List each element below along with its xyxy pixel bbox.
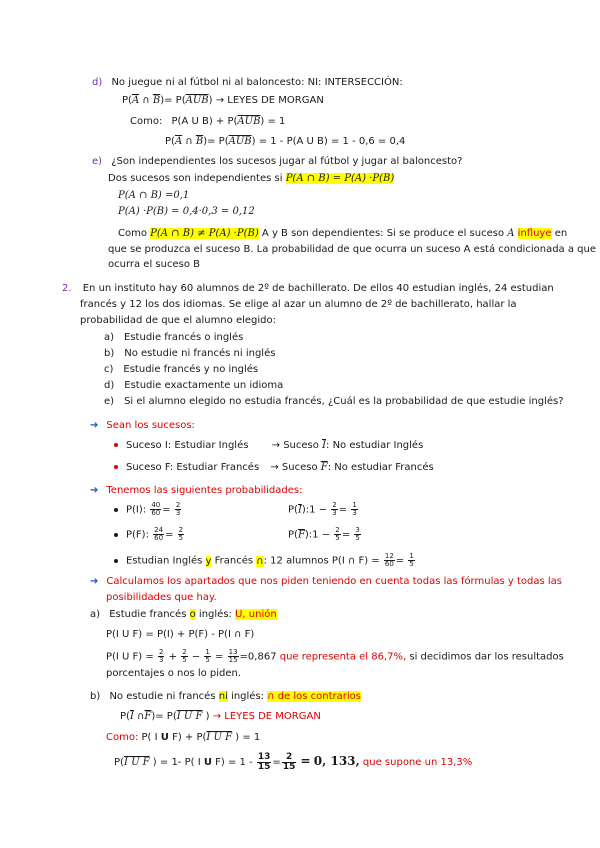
- label: e): [104, 396, 115, 407]
- text: Como: [118, 228, 147, 239]
- text: inglés:: [198, 609, 232, 620]
- text: P( I: [141, 732, 158, 743]
- morgan-label: → LEYES DE MORGAN: [212, 711, 321, 722]
- text: Calculamos los apartados que nos piden teniendo en cuenta todas las fórmulas y todas las: [106, 576, 562, 587]
- label: b): [104, 348, 115, 359]
- arrow-right-icon: ➔: [90, 485, 99, 496]
- num: 2: [335, 526, 340, 534]
- influye-word: influye: [517, 228, 552, 239]
- text: Sean los sucesos:: [106, 420, 195, 431]
- den: 5: [355, 534, 360, 542]
- den: 5: [178, 534, 184, 542]
- question-a: [104, 331, 243, 344]
- text: ): [202, 711, 210, 722]
- den: 3: [175, 509, 181, 517]
- den: 5: [335, 534, 340, 542]
- text: Francés: [214, 555, 254, 567]
- morgan-line-1: [122, 94, 324, 107]
- text: Suceso I: Estudiar Inglés: [126, 440, 249, 451]
- num: 2: [158, 648, 164, 656]
- arrow-right-icon: ➔: [90, 420, 99, 431]
- b-complement: $\overline{B}$: [152, 95, 161, 106]
- text: ∩: [139, 95, 153, 106]
- fraction: [334, 527, 340, 542]
- text: Estudie francés y no inglés: [123, 364, 259, 375]
- answer-b-morgan: [120, 710, 321, 723]
- prob-f: [114, 527, 185, 542]
- percentage-text: que supone un 13,3%: [362, 757, 473, 768]
- fraction: [178, 527, 184, 542]
- fraction: [153, 527, 164, 542]
- result-eq: =: [300, 754, 311, 768]
- question-e: [104, 395, 564, 408]
- arrow-right-icon: ➔: [90, 576, 99, 587]
- den: 3: [352, 509, 357, 517]
- text: Estudian Inglés: [126, 555, 203, 567]
- result-value: 0, 133,: [313, 754, 360, 768]
- i-complement: $\overline{I}$: [297, 504, 302, 516]
- text: F) + P(: [172, 732, 207, 743]
- num: 1: [352, 501, 357, 509]
- text: =: [338, 504, 348, 516]
- num: 13: [257, 751, 271, 762]
- num: 24: [154, 526, 164, 534]
- item-d-label: d): [92, 77, 103, 88]
- iuf-complement: I U F: [123, 757, 150, 768]
- union-label: U, unión: [235, 609, 277, 620]
- text: =: [165, 529, 174, 541]
- den: 15: [282, 761, 296, 772]
- bullet-icon: [114, 533, 118, 537]
- text: → Suceso: [271, 440, 319, 451]
- text: ) = 1- P( I: [149, 757, 201, 768]
- answer-b-result: P(I U F ) = 1- P( I U F) = 1 - $\frac{13}{15}$ = $\frac{2}{15}$ = 0, 133, que supone un 13,3%: [114, 751, 473, 772]
- num: 2: [178, 526, 184, 534]
- text: )= P(: [160, 95, 186, 106]
- text: Estudie francés o inglés: [124, 332, 244, 343]
- item-d: [92, 76, 403, 89]
- question-d: [104, 379, 283, 392]
- i-complement: $\overline{I}$: [322, 440, 327, 451]
- aub-complement: $\overline{AUB}$: [228, 136, 252, 147]
- fraction: [282, 753, 297, 772]
- text: )= P(: [151, 711, 177, 722]
- aub-complement: $\overline{AUB}$: [237, 116, 261, 127]
- text: =: [341, 529, 351, 541]
- fraction: [354, 527, 360, 542]
- indep-formula: P(A ∩ B) = P(A) ·P(B): [285, 173, 395, 184]
- fraction: [257, 753, 272, 772]
- item-e-text: ¿Son independientes los sucesos jugar al fútbol y jugar al baloncesto?: [111, 156, 463, 167]
- item-d-text: No juegue ni al fútbol ni al baloncesto: NI: INTERSECCIÓN:: [111, 77, 403, 88]
- problem-2-line-1: [62, 282, 554, 295]
- num: 2: [175, 501, 181, 509]
- text: No estudie ni francés ni inglés: [124, 348, 276, 359]
- den: 60: [151, 509, 161, 517]
- aub-complement: $\overline{AUB}$: [185, 95, 209, 106]
- text: A y B son dependientes: Si se produce el suceso: [261, 228, 505, 239]
- probs-heading: [90, 484, 302, 497]
- num: 13: [228, 648, 238, 656]
- suceso-f: [114, 461, 434, 474]
- a-complement: $\overline{A}$: [131, 95, 140, 106]
- problem-number: 2.: [62, 283, 72, 294]
- bullet-icon: [114, 508, 118, 512]
- text: Como:: [106, 732, 139, 743]
- o-word: o: [189, 609, 196, 620]
- den: 60: [384, 560, 394, 568]
- text: : No estudiar Inglés: [326, 440, 424, 451]
- num: 3: [355, 526, 360, 534]
- den: 15: [257, 761, 271, 772]
- text: : 12 alumnos P(I ∩ F) =: [263, 555, 380, 567]
- text: ) = 1 - P(A U B) = 1 - 0,6 = 0,4: [251, 136, 406, 147]
- text: inglés:: [231, 691, 265, 702]
- den: 5: [205, 656, 210, 664]
- num: 1: [205, 648, 210, 656]
- num: 1: [409, 552, 414, 560]
- problem-2-line-3: probabilidad de que el alumno elegido:: [80, 315, 276, 326]
- fraction: [331, 502, 337, 517]
- text: P(I):: [126, 504, 147, 516]
- prob-not-i: [288, 502, 359, 517]
- text: ∩: [133, 711, 145, 722]
- text: → Suceso: [270, 462, 318, 473]
- text: )= P(: [203, 136, 229, 147]
- text: si decidimos dar los resultados: [409, 651, 564, 663]
- dependent-formula: P(A ∩ B) ≠ P(A) ·P(B): [150, 228, 259, 239]
- text: ∩: [182, 136, 196, 147]
- intersection-label: ∩ de los contrarios: [267, 691, 362, 702]
- den: 3: [158, 656, 164, 664]
- text: =: [395, 555, 405, 567]
- prob-both: [114, 553, 416, 568]
- text: P(A U B) + P(: [171, 116, 238, 127]
- indep-l2: P(A ∩ B) =0,1: [118, 190, 190, 201]
- question-b: [104, 347, 275, 360]
- y-word: y: [205, 555, 212, 567]
- answer-a-heading: [90, 608, 277, 621]
- text: =: [162, 504, 171, 516]
- text: P(I U F) =: [106, 651, 154, 663]
- iuf-complement: I U F: [206, 732, 233, 743]
- text: Como:: [130, 116, 163, 127]
- b-complement: $\overline{B}$: [195, 136, 204, 147]
- den: 3: [332, 509, 337, 517]
- text: ) → LEYES DE MORGAN: [208, 95, 324, 106]
- label: a): [104, 332, 115, 343]
- dependent-line-3: ocurra el suceso B: [108, 259, 200, 270]
- fraction: [384, 553, 395, 568]
- text: Si el alumno elegido no estudia francés, ¿Cuál es la probabilidad de que estudie inglés?: [124, 396, 564, 407]
- sucesos-heading: [90, 419, 195, 432]
- morgan-line-3: [165, 135, 405, 148]
- label: b): [90, 691, 101, 702]
- text: P(: [165, 136, 175, 147]
- text: En un instituto hay 60 alumnos de 2º de bachillerato. De ellos 40 estudian inglés, 24 estudian: [82, 283, 554, 294]
- dependent-line-2: que se produzca el suceso B. La probabilidad de que ocurra un suceso A está condicionada a que: [108, 244, 596, 255]
- fraction: [408, 553, 414, 568]
- indep-def: [108, 172, 394, 185]
- item-e-label: e): [92, 156, 103, 167]
- dependent-line-1: [118, 227, 567, 240]
- prob-i: [114, 502, 182, 517]
- answer-b-como: [106, 731, 260, 744]
- f-complement: $\overline{F}$: [144, 711, 152, 722]
- text: Tenemos las siguientes probabilidades:: [106, 485, 303, 496]
- calc-line-1: [90, 575, 562, 588]
- num: 40: [151, 501, 161, 509]
- ni-word: ni: [218, 691, 228, 702]
- answer-a-formula: P(I U F) = P(I) + P(F) - P(I ∩ F): [106, 629, 255, 640]
- calc-line-2: posibilidades que hay.: [106, 592, 217, 603]
- answer-a-note: porcentajes o nos lo piden.: [106, 668, 242, 679]
- text: No estudie ni francés: [109, 691, 216, 702]
- bullet-icon: [114, 559, 118, 563]
- intersection-symbol: ∩: [256, 555, 264, 567]
- num: 2: [282, 753, 297, 763]
- answer-a-calc: P(I U F) = $\frac{2}{3}$ + $\frac{2}{5}$ − $\frac{1}{5}$ = $\frac{13}{15}$ =0,867 que representa el 86,7%, si decidimos dar los resultados: [106, 648, 564, 664]
- fraction: [351, 502, 357, 517]
- answer-b-heading: [90, 690, 361, 703]
- text: F) = 1 -: [215, 757, 253, 768]
- f-complement: $\overline{F}$: [320, 462, 328, 473]
- fraction: [228, 649, 239, 664]
- fraction: [175, 502, 181, 517]
- text: P(: [288, 504, 298, 516]
- text: U: [160, 732, 169, 743]
- text: P(: [288, 529, 298, 541]
- text: ) = 1: [232, 732, 261, 743]
- text: Estudie exactamente un idioma: [124, 380, 284, 391]
- text: : No estudiar Francés: [327, 462, 434, 473]
- iuf-complement: I U F: [176, 711, 203, 722]
- label: a): [90, 609, 101, 620]
- text: ):1 −: [304, 529, 331, 541]
- indep-l3: P(A) ·P(B) = 0,4·0,3 = 0,12: [118, 206, 255, 217]
- text: en: [554, 228, 568, 239]
- text: U: [203, 757, 212, 768]
- question-c: [104, 363, 258, 376]
- problem-2-line-2: francés y 12 los dos idiomas. Se elige al azar un alumno de 2º de bachillerato, hallar la: [80, 299, 517, 310]
- percentage-text: que representa el 86,7%,: [279, 651, 407, 663]
- f-complement: $\overline{F}$: [297, 529, 305, 541]
- prob-not-f: [288, 527, 362, 542]
- text: P(F):: [126, 529, 149, 541]
- text: P(: [120, 711, 130, 722]
- text: ) = 1: [260, 116, 286, 127]
- suceso-i: [114, 439, 423, 452]
- text: P(: [114, 757, 124, 768]
- a-complement: $\overline{A}$: [174, 136, 183, 147]
- den: 5: [409, 560, 414, 568]
- i-complement: $\overline{I}$: [129, 711, 134, 722]
- text: A: [507, 228, 515, 239]
- num: 12: [384, 552, 394, 560]
- bullet-icon: [114, 465, 118, 469]
- den: 60: [154, 534, 164, 542]
- fraction: [204, 649, 210, 664]
- bullet-icon: [114, 443, 118, 447]
- text: P(: [122, 95, 132, 106]
- text: Estudie francés: [109, 609, 187, 620]
- label: c): [104, 364, 114, 375]
- fraction: [150, 502, 161, 517]
- fraction: [158, 649, 164, 664]
- num: 2: [182, 648, 187, 656]
- text: Suceso F: Estudiar Francés: [126, 462, 260, 473]
- item-e: [92, 155, 462, 168]
- den: 15: [228, 656, 238, 664]
- text: =0,867: [239, 651, 277, 663]
- den: 5: [182, 656, 187, 664]
- fraction: [181, 649, 187, 664]
- label: d): [104, 380, 115, 391]
- text: Dos sucesos son independientes si: [108, 173, 283, 184]
- morgan-line-2: [130, 115, 285, 128]
- text: ):1 −: [301, 504, 328, 516]
- num: 2: [332, 501, 337, 509]
